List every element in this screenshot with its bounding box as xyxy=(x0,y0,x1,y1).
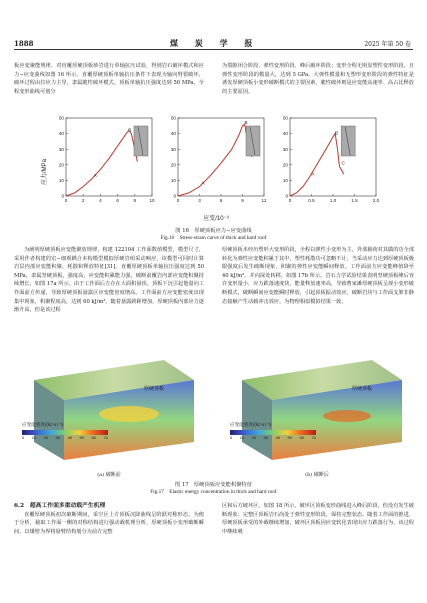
curve-point-label: B xyxy=(128,127,132,133)
y-tick-label: 10 xyxy=(58,178,64,183)
colorbar-tick: 30 xyxy=(263,435,269,440)
section-6-2-left xyxy=(14,502,204,594)
y-tick-label: 10 xyxy=(282,178,288,183)
curve-point-label: B xyxy=(244,119,248,125)
y-tick-label: 40 xyxy=(170,131,176,137)
fig17-figure xyxy=(14,350,414,478)
failed-specimen-photo xyxy=(246,126,260,156)
failed-specimen-photo xyxy=(134,126,148,156)
y-tick-label: 50 xyxy=(58,115,64,121)
x-tick-label: 12 xyxy=(261,198,267,203)
x-axis-label: 应变/10⁻³ xyxy=(203,216,229,222)
y-tick-label: 0 xyxy=(285,193,288,199)
curve-point-label: A xyxy=(311,171,315,177)
fig16-caption-cn: 图 16 厚硬顶板应力−应变曲线 xyxy=(175,228,252,234)
y-tick-label: 20 xyxy=(282,162,288,168)
fig17-caption xyxy=(0,482,427,496)
y-tick-label: 20 xyxy=(58,162,64,168)
x-tick-label: 1.0 xyxy=(329,198,337,203)
fig16-caption-en: Fig.16 Stress-strain curve of thick and hard roof xyxy=(160,235,267,241)
section-6-2-right xyxy=(222,502,414,594)
colorbar-a xyxy=(22,422,108,440)
y-axis-label: 应力/MPa xyxy=(42,158,48,186)
body-left-column xyxy=(14,246,204,346)
colorbar-a-title: 应变能密度/(kJ·m⁻³) xyxy=(22,422,64,427)
body-right-paragraph: 厚硬顶板未经历塑形大变形阶段，全程以弹性小变形为主，外部载荷对其做的功全部转化为弹性应变能积累于其中，塑性耗散功可忽略不计。当采动应力达到厚硬顶板极限强度后发生破断现象，积聚的弹性应变能瞬间释放。工作面前方应变能峰值降至 40 kJ/m³，并向深处转移，如图 17b 所示。岩石力学试验结果表明坚硬顶板峰后容许变形量小，应力跌落速度快，能量释放速率高，导致曹家滩厚硬顶板呈现小变形破断模式，破断瞬间应变能瞬时释放，引起顶板振动效应，破断岩块与工作面支架非静态接触产生动载冲击效应，为物理相似模拟结果一致。 xyxy=(222,247,414,305)
colorbar-tick: 20 xyxy=(251,435,257,440)
body-right-column xyxy=(222,246,414,346)
page-number: 1888 xyxy=(14,39,34,48)
y-tick-label: 0 xyxy=(173,193,176,199)
x-tick-label: 2.0 xyxy=(372,198,380,203)
colorbar-tick: 30 xyxy=(55,435,61,440)
fig16-caption xyxy=(0,228,427,242)
curve-point-label: A xyxy=(201,180,205,186)
x-tick-label: 4 xyxy=(99,198,102,203)
fig16-chart xyxy=(38,112,394,224)
colorbar-b xyxy=(230,422,316,440)
y-tick-label: 30 xyxy=(282,146,288,152)
x-tick-label: 0.5 xyxy=(308,198,315,203)
y-tick-label: 10 xyxy=(170,178,176,183)
fig17-panel-b xyxy=(222,350,412,478)
colorbar-tick: 10 xyxy=(239,435,245,440)
x-tick-label: 9 xyxy=(241,198,244,203)
colorbar-tick: 60 xyxy=(91,435,96,440)
y-tick-label: 50 xyxy=(282,115,288,121)
intro-left-column xyxy=(14,62,204,108)
plot-frame xyxy=(290,118,376,196)
panel-b-label: (b) 破断后 xyxy=(305,472,329,478)
y-tick-label: 0 xyxy=(61,193,64,199)
colorbar-tick: 60 xyxy=(299,435,304,440)
journal-title: 煤 炭 学 报 xyxy=(170,38,260,48)
section-6-2-right-paragraph: 区和后方破坏区，如图 18 所示。破坏区顶板变形曲线进入峰后阶段，但没有发生破断现象；完整区顶板岩石尚处于弹性变形阶段，保持完整状态。随着工作面的推进，厚硬顶板承受的外载继续增加，破坏区顶板因应变软化表现出应力跌落行为，该过程中继续吸 xyxy=(222,503,414,535)
stress-strain-curve xyxy=(178,124,252,196)
x-tick-label: 3 xyxy=(198,198,201,203)
colorbar-tick: 50 xyxy=(287,435,292,440)
colorbar-tick: 0 xyxy=(230,435,233,440)
colorbar-tick: 70 xyxy=(311,435,316,440)
curve-point-label: B xyxy=(335,130,339,136)
section-heading: 6.2 超高工作面多重动载产生机理 xyxy=(14,503,106,509)
energy-concentration-zone xyxy=(323,410,371,422)
y-tick-label: 40 xyxy=(282,131,288,137)
stress-strain-curve xyxy=(290,134,344,196)
curve-point-label: C xyxy=(341,160,345,166)
colorbar-tick: 40 xyxy=(275,435,281,440)
panel-b-tag: 厚硬顶板 xyxy=(352,386,373,392)
panel-a-tag: 厚硬顶板 xyxy=(144,386,165,392)
y-tick-label: 30 xyxy=(58,146,64,152)
fig17-caption-cn: 图 17 厚硬顶板应变能积聚特征 xyxy=(174,482,253,488)
intro-left-paragraph: 板应变聚能规律，对直覆厚硬顶板砂岩进行单轴抗压试验，得到岩石破坏模式和应力−应变曲线如图 16 所示。直覆厚硬顶板单轴抗压条件下表现为轴向劈裂破坏，破坏过程由拉应力主导，隶属脆性破坏模式。顶板单轴抗压强度达到 50 MPa，全程变形曲线可划分 xyxy=(14,63,204,95)
x-tick-label: 0 xyxy=(176,198,180,203)
energy-concentration-zone xyxy=(99,406,159,422)
curve-point-label: A xyxy=(93,172,97,178)
colorbar-tick: 0 xyxy=(22,435,25,440)
panel-a-label: (a) 破断前 xyxy=(97,472,121,478)
fig17-caption-en: Fig.17 Elastic energy concentration in thick and hard roof xyxy=(150,489,277,495)
stress-strain-curve xyxy=(66,127,137,196)
colorbar-tick: 40 xyxy=(67,435,73,440)
x-tick-label: 6 xyxy=(219,198,223,203)
colorbar-a-ticks xyxy=(22,435,108,440)
colorbar-tick: 50 xyxy=(79,435,84,440)
intro-right-paragraph: 为裂隙闭合阶段、弹性变形阶段、峰后破坏阶段；变形全程无明显塑性变形阶段，且弹性变形阶段的模量大，达到 5 GPa。大弹性模量和无塑形变形阶段的弹性特征是诱发厚硬顶板小变形破断模式的主要因素，脆性破坏则是应变能高速率、高占比释放的主要原因。 xyxy=(222,63,414,95)
y-tick-label: 50 xyxy=(170,115,176,121)
section-6-2-left-paragraph: 直覆厚硬顶板初次破断期间，采空区上方顶板沉降曲线呈阶跃对称形态，为便于分析，截取工作面一侧的对称结构进行强动载机理分析。厚硬顶板小变形破断瞬间，以煤壁为界将悬臂结构划分为前方完整 xyxy=(14,511,204,535)
x-tick-label: 8 xyxy=(133,198,137,203)
colorbar-b-title: 应变能密度/(kJ·m⁻³) xyxy=(230,422,272,427)
x-tick-label: 6 xyxy=(116,198,119,203)
failed-specimen-photo xyxy=(341,126,355,156)
colorbar-tick: 70 xyxy=(103,435,108,440)
x-tick-label: 1.5 xyxy=(351,198,358,203)
model-render-b xyxy=(222,350,412,468)
intro-right-column xyxy=(222,62,414,108)
colorbar-tick: 20 xyxy=(43,435,49,440)
x-tick-label: 0 xyxy=(288,198,292,203)
x-tick-label: 10 xyxy=(149,198,155,203)
x-tick-label: 0 xyxy=(64,198,68,203)
y-tick-label: 40 xyxy=(58,131,64,137)
colorbar-b-ticks xyxy=(230,435,316,440)
y-tick-label: 30 xyxy=(170,146,176,152)
page-header xyxy=(0,0,427,52)
y-tick-label: 20 xyxy=(170,162,176,168)
header-rule xyxy=(14,49,413,50)
body-left-paragraph: 为阐明厚硬顶板应变能聚放规律，构建 122104 工作面数值模型，模型尺寸，采用作者构建的宏−细观耦合本构模型模拟厚硬岩组采动响应，该模型可同时计算岩层内部应变能积聚、耗散和释放特征[31]。直覆厚硬顶板单轴抗压强度达到 50 MPa，隶属坚硬顶板。强度高，应变能积累能力强，破断前覆岩内部应变能积聚持续增长，如图 17a 所示。由于工作面后方存在大面积悬顶，顶板下沉引起他量向工作面前方传递，导致厚硬顶板悬露区应变能密度增高。工作面前方应变能密度出现集中现象，积聚程度高，达到 60 kJ/m³。随着悬露跨距增加，厚硬顶板内部应力逐渐升高，但是该过程 xyxy=(14,247,204,314)
fig17-panel-a xyxy=(14,350,204,478)
colorbar-tick: 10 xyxy=(31,435,37,440)
model-render-a xyxy=(14,350,204,468)
x-tick-label: 2 xyxy=(81,198,85,203)
volume-label: 2025 年第 50 卷 xyxy=(364,41,411,48)
